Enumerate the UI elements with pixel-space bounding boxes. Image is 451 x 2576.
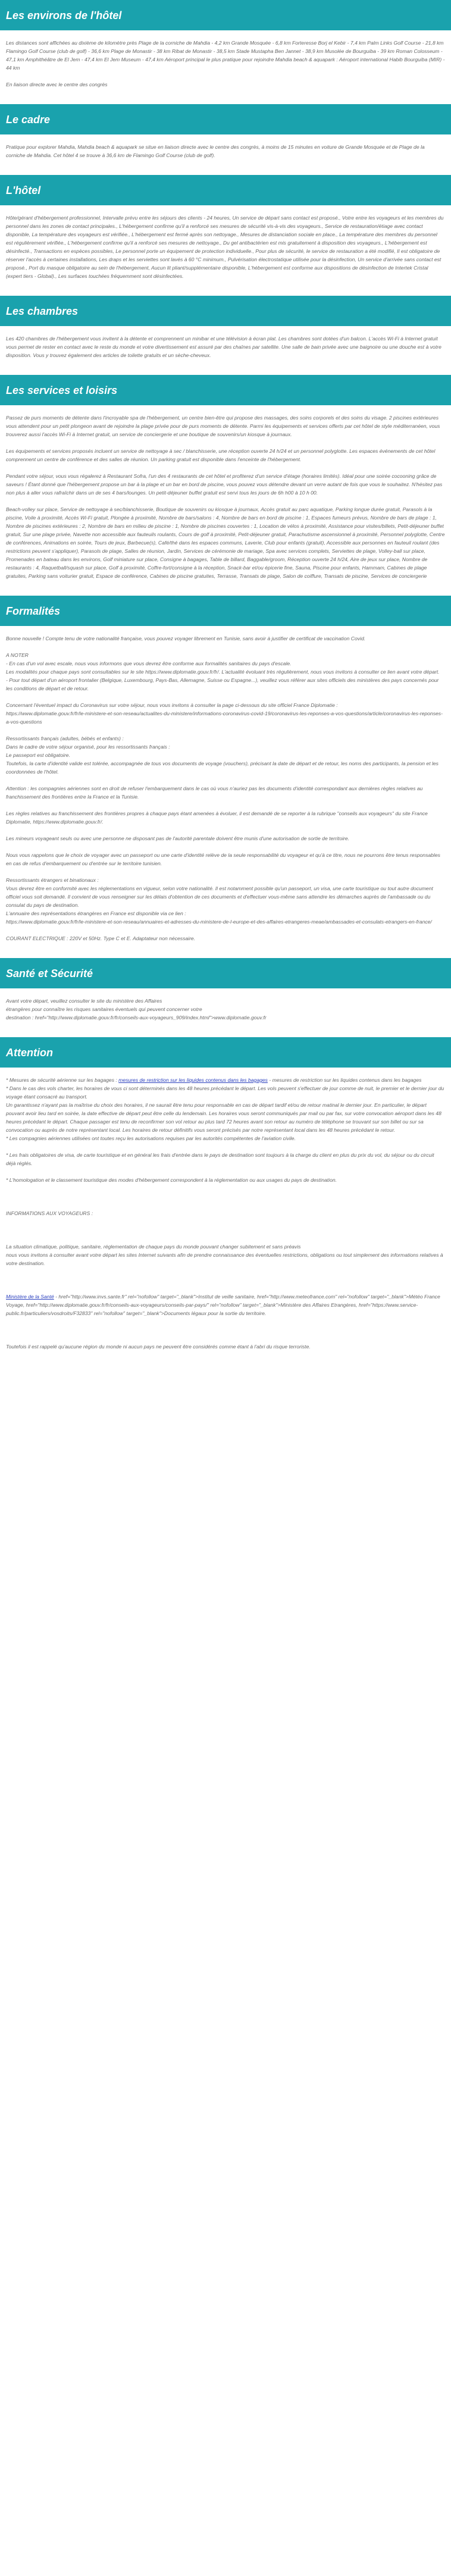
paragraph: Les règles relatives au franchissement des frontières propres à chaque pays étant amenées à évoluer, il est demandé de se reporter à la rubrique "conseils aux voyageurs" du site France Diplomatie, https://www.diplomatie.gouv.fr/. bbox=[6, 810, 428, 825]
inline-link[interactable]: Ministère de la Santé bbox=[6, 1294, 54, 1300]
paragraph: * Les frais obligatoires de visa, de carte touristique et en général les frais d'entrée dans le pays de destination sont toujours à la charge du client en plus du prix du vol, du séjour ou du circuit déjà réglés. bbox=[6, 1152, 434, 1166]
inline-link[interactable]: mesures de restriction sur les liquides contenus dans les bagages bbox=[118, 1077, 268, 1083]
section-attention bbox=[0, 1037, 451, 1366]
section-title-cadre: Le cadre bbox=[0, 104, 451, 134]
paragraph: Pendant votre séjour, vous vous régalerez à Restaurant Sofra, l'un des 4 restaurants de cet hôtel et profiterez d'un service d'étage (horaires limités). Idéal pour une soirée cocooning grâce de saveurs ! Étant donné que l'hébergement propose un bar à la plage et un bar en bord de piscine, vous pouvez vous détendre devant un verre autant de fois que vous le souhaitez. N'hésitez pas non plus à aller vous rafraîchir dans un de ses 4 bars/lounges. Un petit-déjeuner buffet gratuit est servi tous les jours de 6h h00 à 10 h 00. bbox=[6, 473, 443, 496]
section-title-hotel: L'hôtel bbox=[0, 175, 451, 205]
section-body-chambres bbox=[0, 326, 451, 375]
section-title-formalites: Formalités bbox=[0, 596, 451, 626]
paragraph: Bonne nouvelle ! Compte tenu de votre nationalité française, vous pouvez voyager librement en Tunisie, sans avoir à justifier de certificat de vaccination Covid. bbox=[6, 636, 366, 641]
paragraph: Pratique pour explorer Mahdia, Mahdia beach & aquapark se situe en liaison directe avec le centre des congrès, à moins de 15 minutes en voiture de Grande Mosquée et de Plage de la corniche de Mahdia. Cet hôtel 4 se trouve à 36,6 km de Flamingo Golf Course (club de golf). bbox=[6, 144, 425, 158]
paragraph: Beach-volley sur place, Service de nettoyage à sec/blanchisserie, Boutique de souvenirs ou kiosque à journaux, Accès gratuit au parc aquatique, Parking longue durée gratuit, Parasols à la piscine, Voile à proximité, Accès Wi-Fi gratuit, Plongée à proximité, Nombre de bars/salons : 4, Nombre de bars en bord de piscine : 1, Espaces fumeurs prévus, Nombre de bars de plage : 1, Nombre de piscines extérieures : 2, Nombre de bars en milieu de piscine : 1, Nombre de piscines couvertes : 1, Location de vélos à proximité, Assistance pour visites/billets, Petit-déjeuner buffet gratuit, Sur une plage privée, Navette non accessible aux fauteuils roulants, Cours de golf à proximité, Petit-déjeuner gratuit, Parachutisme ascensionnel à proximité, Personnel polyglotte, Centre de conférences, Animations en soirée, Tours de jeux, Barbecue(s), Café/thé dans les espaces communs, Laverie, Club pour enfants (gratuit), Accessible aux personnes en fauteuil roulant (des restrictions peuvent s'appliquer), Parasols de plage, Salles de réunion, Jardin, Services de cérémonie de mariage, Spa avec services complets, Serviettes de plage, Volley-ball sur place, Promenades en bateau dans les environs, Golf miniature sur place, Consigne à bagages, Table de billard, Baggable/groom, Réception ouverte 24 h/24, Aire de jeux sur place, Nombre de restaurants : 4, Raquetball/squash sur place, Golf à proximité, Coffre-fort/consigne à la réception, Snack-bar et/ou épicerie fine, Sauna, Piscine pour enfants, Hammam, Cabines de plage gratuites, Parking sans voiturier gratuit, Espace de conférence, Cabines de piscine gratuites, Terrasse, Transats de plage, Salon de coiffure, Transats de piscine, Services de conciergerie bbox=[6, 506, 445, 579]
paragraph-with-link: Ministère de la Santé - href="http://www.invs.sante.fr" rel="nofollow" target="_blank">Institut de veille sanitaire, href="http://www.meteofrance.com" rel="nofollow" target="_blank">Météo France Voyage, href="http://www.diplomatie.gouv.fr/fr/conseils-aux-voyageurs/conseils-par-pays/" rel="nofollow" target="_blank">Ministère des Affaires Etrangères, href="https://www.service-public.fr/particuliers/vosdroits/F32833" rel="nofollow" target="_blank">Documents légaux pour la sortie du territoire. bbox=[6, 1294, 440, 1316]
section-hotel bbox=[0, 175, 451, 296]
section-services bbox=[0, 375, 451, 596]
section-title-chambres: Les chambres bbox=[0, 296, 451, 326]
paragraph: Les distances sont affichées au dixième de kilomètre près Plage de la corniche de Mahdia - 4,2 km Grande Mosquée - 6,8 km Forteresse Borj el Kebir - 7,4 km Palm Links Golf Course - 21,8 km Flamingo Golf Course (club de golf) - 36,6 km Plage de Monastir - 38 km Ribat de Monastir - 38,5 km Stade Mustapha Ben Jannet - 38,9 km Musolée de Bourguiba - 39 km Roman Colosseum - 47,1 km Amphithéâtre de El Jem - 47,4 km El Jem Museum - 47,4 km Aéroport principal le plus pratique pour rejoindre Mahdia beach & aquapark : Aéroport international Habib Bourguiba (MIR) - 44 km bbox=[6, 40, 445, 71]
section-sante bbox=[0, 958, 451, 1037]
spacer bbox=[6, 1276, 445, 1284]
spacer bbox=[6, 1192, 445, 1201]
paragraph: Ressortissants étrangers et binationaux : Vous devrez être en conformité avec les réglementations en vigueur, selon votre nationalité. Il est notamment possible qu'un passeport, un visa, une carte touristique ou tout autre document officiel vous soit demandé. Il convient de vous renseigner sur les délais d'obtention de ces documents et d'effectuer vous-même sans attendre les démarches auprès de l'ambassade ou du consulat du pays de destination. L'annuaire des représentations étrangères en France est disponible via ce lien : https://www.diplomatie.gouv.fr/fr/le-ministere-et-son-reseau/annuaires-et-adresses-du-ministere-de-l-europe-et-des-affaires-etrangeres-meae/ambassades-et-consulats-etrangers-en-france/ bbox=[6, 877, 433, 925]
paragraph: A NOTER - En cas d'un vol avec escale, nous vous informons que vous devrez être conforme aux formalités sanitaires du pays d'escale. Les modalités pour chaque pays sont consultables sur le site https://www.diplomatie.gouv.fr/fr/. L'actualité évoluant très régulièrement, nous vous invitons à consulter ce lien avant votre départ. - Pour tout départ d'un aéroport frontalier (Belgique, Luxembourg, Pays-Bas, Allemagne, Suisse ou Espagne...), veuillez vous référer aux sites officiels des ministères des pays concernés pour les conditions de départ et de retour. bbox=[6, 652, 440, 691]
paragraph-with-link: * Mesures de sécurité aérienne sur les bagages : mesures de restriction sur les liquides contenus dans les bagages - mesures de restriction sur les liquides contenus dans les bagages * Dans le cas des vols charter, les horaires de vous ci sont déterminés dans les 48 heures précédant le départ. Les vols peuvent s'effectuer de jour comme de nuit, le premier et le dernier jour du voyage étant consacré au transport. Un garantissez n'ayant pas la maîtrise du choix des horaires, il ne saurait être tenu pour responsable en cas de départ tardif et/ou de retour matinal le dernier jour. En particulier, le départ pouvant avoir lieu tard en soirée, la date effective de départ peut être celle du lendemain. Les horaires vous seront communiqués par mail ou par fax, sur votre convocation aéroport dans les 48 heures précédant le départ. Chaque passager est tenu de reconfirmer son vol retour au plus tard 72 heures avant son retour au numéro de téléphone se trouvant sur son billet ou sur sa convocation ou auprès de notre représentant local. Les horaires de retour définitifs vous seront précisés par notre représentant local dans les 48 heures précédant le retour. * Les compagnies aériennes utilisées ont toutes reçu les autorisations requises par les autorités compétentes de l'aviation civile. bbox=[6, 1077, 444, 1141]
section-body-sante bbox=[0, 988, 451, 1037]
paragraph: Avant votre départ, veuillez consulter le site du ministère des Affaires étrangères pour connaître les risques sanitaires éventuels qui peuvent concerner votre destination : href="http://www.diplomatie.gouv.fr/fr/conseils-aux-voyageurs_909/index.html">www.diplomatie.gouv.fr bbox=[6, 998, 267, 1021]
paragraph: La situation climatique, politique, sanitaire, réglementation de chaque pays du monde pouvant changer subitement et sans préavis nous vous invitons à consulter avant votre départ les sites Internet suivants afin de prendre connaissance des éventuelles restrictions, obligations ou tout simplement des informations relatives à votre destination. bbox=[6, 1244, 443, 1266]
paragraph: INFORMATIONS AUX VOYAGEURS : bbox=[6, 1210, 93, 1216]
section-chambres bbox=[0, 296, 451, 375]
section-body-formalites bbox=[0, 626, 451, 958]
section-formalites bbox=[0, 596, 451, 958]
paragraph: * L'homologation et le classement touristique des modes d'hébergement correspondent à la réglementation ou aux usages du pays de destination. bbox=[6, 1177, 337, 1183]
paragraph: Passez de purs moments de détente dans l'incroyable spa de l'hébergement, un centre bien-être qui propose des massages, des soins corporels et des soins du visage. 2 piscines extérieures vous attendent pour un petit plongeon avant de rejoindre la plage privée pour de purs moments de détente. Parmi les équipements et services offerts par cet hôtel de style méditerranéen, vous trouverez aussi l'accès Wi-Fi à Internet gratuit, un service de conciergerie et une boutique de souvenirs/un kiosque à journaux. bbox=[6, 415, 440, 437]
section-body-hotel bbox=[0, 205, 451, 296]
section-title-services: Les services et loisirs bbox=[0, 375, 451, 405]
paragraph: Ressortissants français (adultes, bébés et enfants) : Dans le cadre de votre séjour organisé, pour les ressortissants français : Le passeport est obligatoire. Toutefois, la carte d'identité valide est tolérée, accompagnée de tous vos documents de voyage (vouchers), précisant la date de départ et de retour, les noms des participants, la pension et les coordonnées de l'hôtel. bbox=[6, 735, 439, 775]
paragraph: En liaison directe avec le centre des congrès bbox=[6, 82, 108, 87]
section-cadre bbox=[0, 104, 451, 175]
paragraph: Les 420 chambres de l'hébergement vous invitent à la détente et comprennent un minibar et une télévision à écran plat. Les chambres sont dotées d'un balcon. L'accès Wi-Fi à Internet gratuit vous permet de rester en contact avec le reste du monde et votre divertissement est assuré par des chaînes par satellite. Une salle de bain privée avec une baignoire ou une douche est à votre disposition. Vous y trouvez également des articles de toilette gratuits et un sèche-cheveux. bbox=[6, 336, 441, 358]
paragraph: Nous vous rappelons que le choix de voyager avec un passeport ou une carte d'identité relève de la seule responsabilité du voyageur et qu'à ce titre, nous ne pourrons être tenus responsables en cas de refus d'embarquement ou d'entrée sur le territoire tunisien. bbox=[6, 852, 440, 866]
section-body-services bbox=[0, 405, 451, 596]
paragraph: COURANT ELECTRIQUE : 220V et 50Hz. Type C et E. Adaptateur non nécessaire. bbox=[6, 935, 196, 941]
section-title-environs: Les environs de l'hôtel bbox=[0, 0, 451, 30]
paragraph: Toutefois il est rappelé qu'aucune région du monde ni aucun pays ne peuvent être considérés comme étant à l'abri du risque terroriste. bbox=[6, 1344, 311, 1350]
section-body-cadre bbox=[0, 134, 451, 175]
section-body-attention bbox=[0, 1068, 451, 1366]
section-body-environs bbox=[0, 30, 451, 104]
section-title-attention: Attention bbox=[0, 1037, 451, 1068]
section-environs bbox=[0, 0, 451, 104]
paragraph: Les mineurs voyageant seuls ou avec une personne ne disposant pas de l'autorité parentale doivent être munis d'une autorisation de sortie de territoire. bbox=[6, 835, 350, 841]
spacer bbox=[6, 1226, 445, 1234]
section-title-sante: Santé et Sécurité bbox=[0, 958, 451, 988]
paragraph: Les équipements et services proposés incluent un service de nettoyage à sec / blanchisserie, une réception ouverte 24 h/24 et un personnel polyglotte. Les espaces événements de cet hôtel comprennent un centre de conférence et des salles de réunion. Un parking gratuit est disponible dans l'enceinte de l'hébergement. bbox=[6, 448, 436, 462]
paragraph: Attention : les compagnies aériennes sont en droit de refuser l'embarquement dans le cas où vous n'auriez pas les documents d'identité correspondant aux dernières règles relatives au franchissement des frontières entre la France et la Tunisie. bbox=[6, 785, 423, 800]
paragraph: Hôte/gérant d'hébergement professionnel, Intervalle prévu entre les séjours des clients - 24 heures, Un service de départ sans contact est proposé., Votre entre les voyageurs et les membres du personnel dans les zones de contact principales., L'hébergement confirme qu'il a renforcé ses mesures de sécurité vis-à-vis des voyageurs., Service de restauration/étiage avec contact disponible, La température des voyageurs est vérifiée., L'hébergement est fermé après son nettoyage., Mesures de distanciation sociale en place., La température des membres du personnel est régulièrement vérifiée., L'hébergement confirme qu'il a renforcé ses mesures de nettoyage., Du gel antibactérien est mis gratuitement à disposition des voyageurs., L'hébergement est désinfecté., Transactions en espèces possibles, Le personnel porte un équipement de protection individuelle., Pour plus de sécurité, le service de restauration a été modifié, Il est obligatoire de réserver l'accès à certaines installations, Les draps et les serviettes sont lavés à 60 °C minimum., Pulvérisation électrostatique utilisée pour la désinfection, Un service d'arrivée sans contact est proposé., Port du masque obligatoire au sein de l'hébergement, Aucun lit pliant/supplémentaire disponible, L'hébergement est conforme aux dispositions de désinfection de Intertek Cristal (expert tiers - Global)., Les surfaces touchées fréquemment sont désinfectées. bbox=[6, 215, 444, 279]
spacer bbox=[6, 1326, 445, 1334]
paragraph: Concernant l'éventuel impact du Coronavirus sur votre séjour, nous vous invitons à consulter la page ci-dessous du site officiel France Diplomatie : https://www.diplomatie.gouv.fr/fr/le-ministere-et-son-reseau/actualites-du-ministere/informations-coronavirus-covid-19/coronavirus-les-reponses-a-vos-questions/article/coronavirus-les-reponses-a-vos-questions bbox=[6, 702, 443, 725]
